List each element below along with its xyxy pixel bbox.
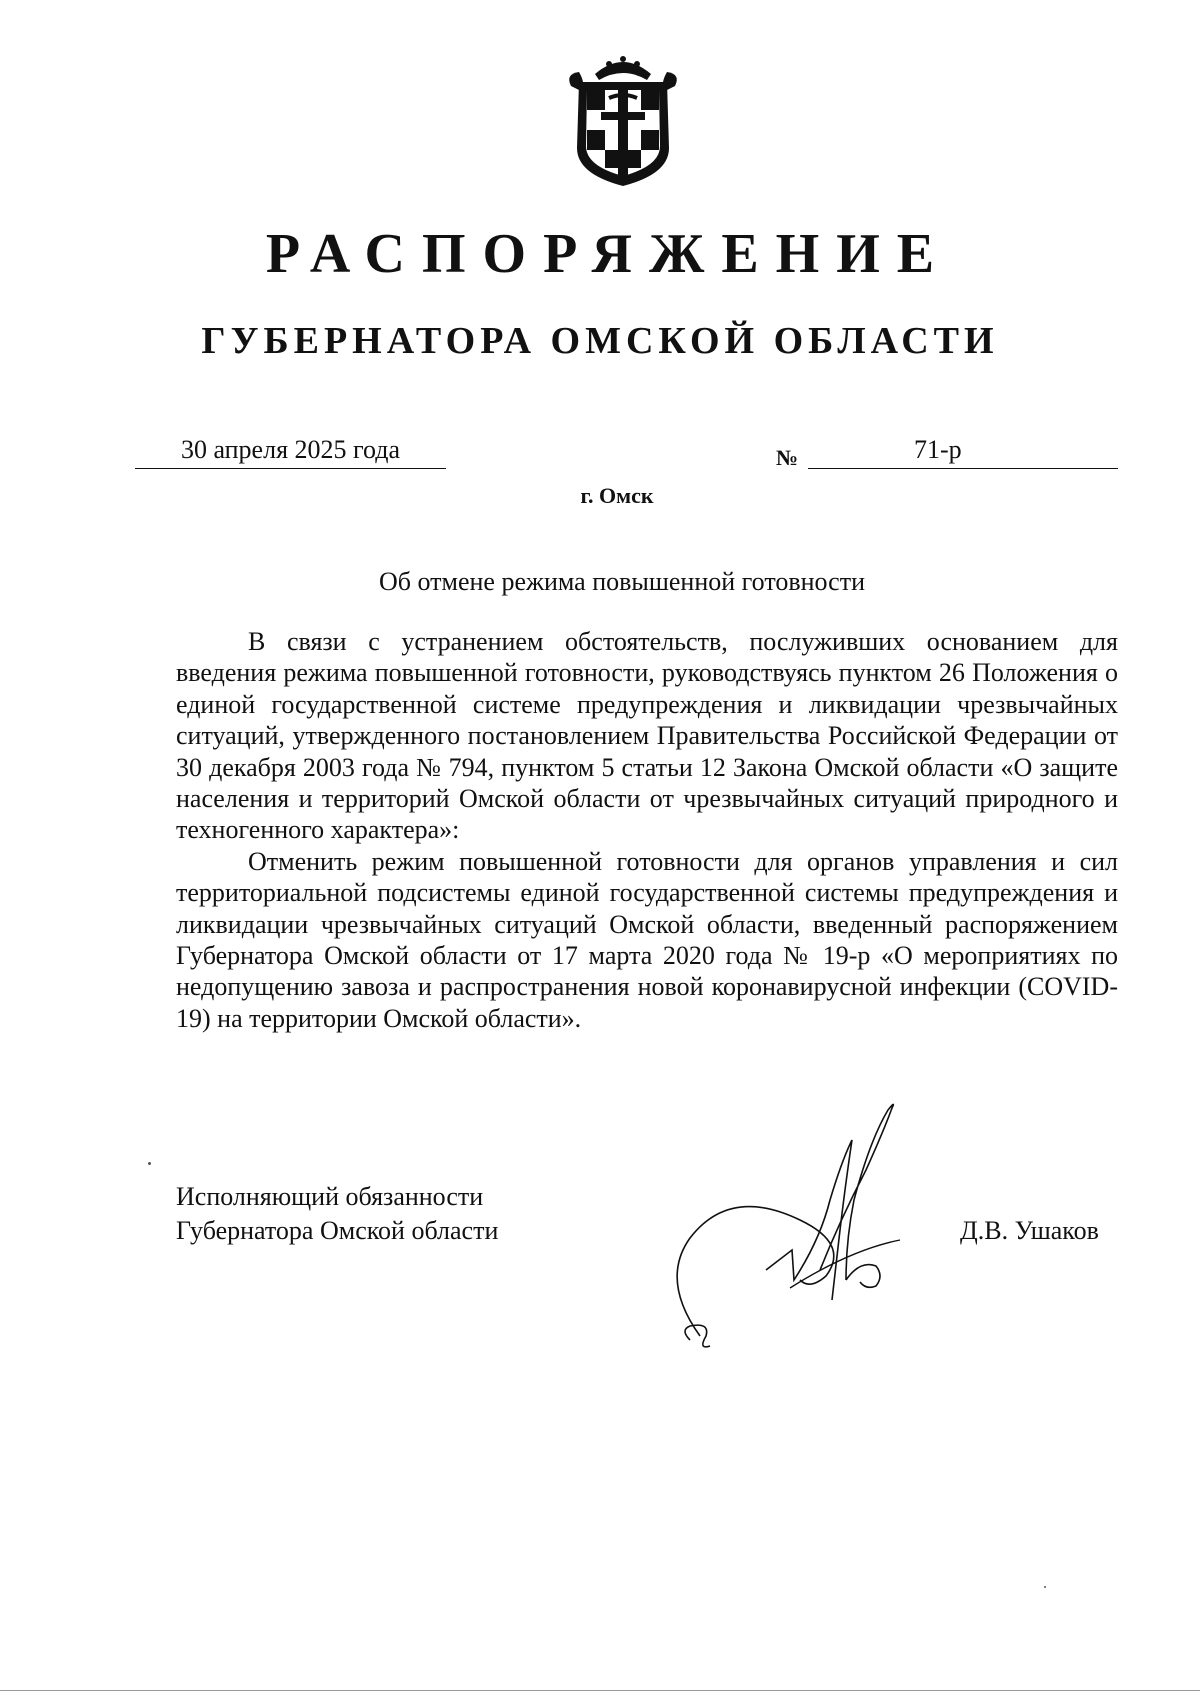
signatory-position [176,1180,498,1248]
coat-of-arms-emblem [565,52,681,188]
issue-city: г. Омск [580,483,654,508]
handwritten-signature [670,1100,970,1360]
issuer-subtitle: ГУБЕРНАТОРА ОМСКОЙ ОБЛАСТИ [201,320,999,362]
number-sign: № [776,445,799,470]
document-number-field [808,434,1118,469]
body-paragraph-1: В связи с устранением обстоятельств, послуживших основанием для введения режима повышенной готовности, руководствуясь пунктом 26 Положения о единой государственной системе предупреждения и ликвидации чрезвычайных ситуаций, утвержденного постановлением Правительства Российской Федерации от 30 декабря 2003 года № 794, пунктом 5 статьи 12 Закона Омской области «О защите населения и территорий Омской области от чрезвычайных ситуаций природного и техногенного характера»: [176,627,1118,845]
body-paragraph-2: Отменить режим повышенной готовности для органов управления и сил территориальной подсистемы единой государственной системы предупреждения и ликвидации чрезвычайных ситуаций Омской области, введенный распоряжением Губернатора Омской области от 17 марта 2020 года № 19-р «О мероприятиях по недопущению завоза и распространения новой коронавирусной инфекции (COVID-19) на территории Омской области». [176,846,1118,1033]
document-type-title: РАСПОРЯЖЕНИЕ [265,223,952,285]
signatory-position-line-1: Исполняющий обязанности [176,1182,484,1211]
page-bottom-edge [0,1690,1200,1691]
scan-dot [1044,1586,1046,1588]
document-body [176,626,1118,1034]
document-date: 30 апреля 2025 года [135,434,446,469]
signatory-name: Д.В. Ушаков [960,1216,1099,1245]
document-heading: Об отмене режима повышенной готовности [378,567,865,596]
signatory-position-line-2: Губернатора Омской области [176,1216,499,1245]
document-number: 71-р [914,435,962,464]
scan-dot [148,1162,151,1165]
